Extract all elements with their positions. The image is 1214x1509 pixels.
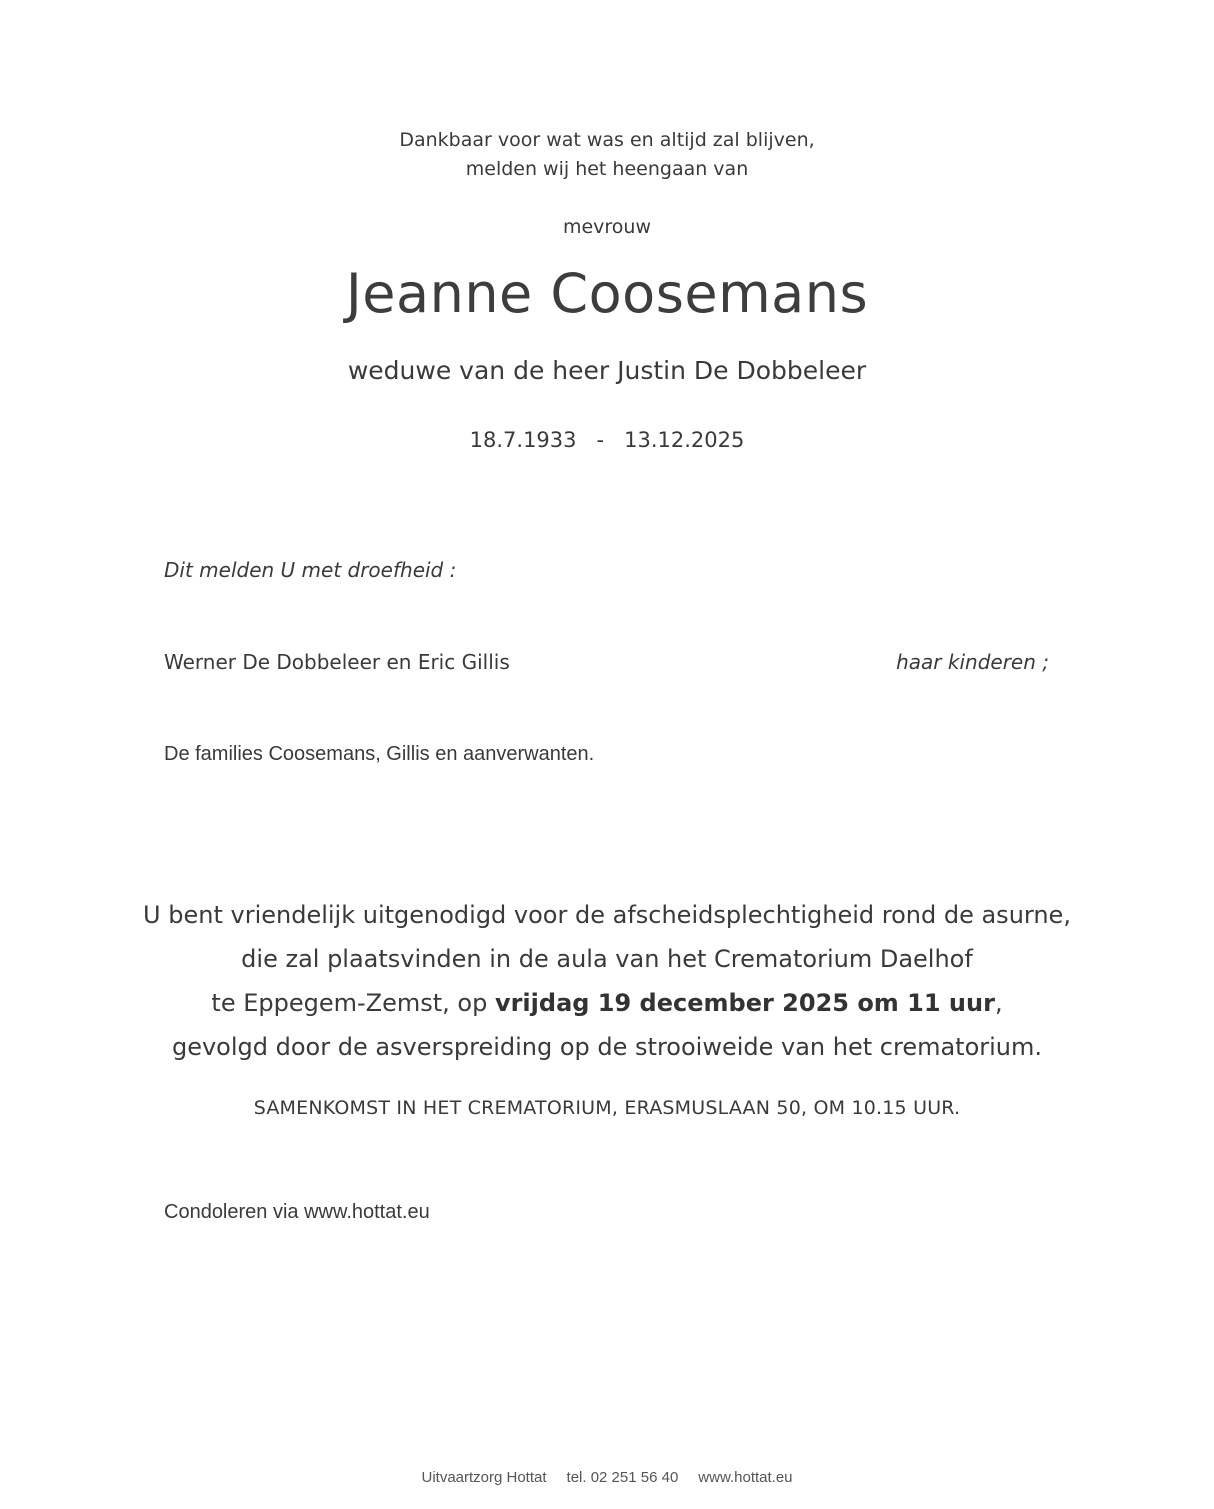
ceremony-line-4: gevolgd door de asverspreiding op de strooiweide van het crematorium.	[171, 1033, 1043, 1061]
footer-phone: tel. 02 251 56 40	[566, 1469, 679, 1486]
footer-company: Uitvaartzorg Hottat	[421, 1469, 547, 1486]
condolences-text: Condoleren via www.hottat.eu	[164, 1201, 430, 1223]
intro-line-1: Dankbaar voor wat was en altijd zal blijven,	[399, 129, 815, 151]
ceremony-datetime: vrijdag 19 december 2025 om 11 uur	[494, 989, 995, 1017]
ceremony-line-3-suffix: ,	[994, 989, 1003, 1017]
deceased-name: Jeanne Coosemans	[345, 262, 869, 325]
deceased-title: mevrouw	[562, 216, 652, 238]
life-dates	[0, 428, 1214, 452]
ceremony-line-3-prefix: te Eppegem-Zemst, op	[211, 989, 495, 1017]
announce-text: Dit melden U met droefheid :	[164, 558, 457, 582]
families-text: De families Coosemans, Gillis en aanverwanten.	[164, 743, 595, 765]
children-names: Werner De Dobbeleer en Eric Gillis	[164, 650, 510, 674]
ceremony-line-2: die zal plaatsvinden in de aula van het Crematorium Daelhof	[241, 945, 973, 973]
intro-line-2: melden wij het heengaan van	[465, 158, 749, 180]
widow-of: weduwe van de heer Justin De Dobbeleer	[347, 356, 867, 385]
birth-date: 18.7.1933	[469, 428, 577, 452]
ceremony-line-1: U bent vriendelijk uitgenodigd voor de afscheidsplechtigheid rond de asurne,	[143, 901, 1071, 929]
ceremony-invitation	[0, 893, 1214, 1069]
date-separator: -	[596, 428, 605, 452]
intro-text	[0, 126, 1214, 184]
death-date: 13.12.2025	[624, 428, 745, 452]
gathering-info: SAMENKOMST IN HET CREMATORIUM, ERASMUSLAAN 50, OM 10.15 UUR.	[253, 1097, 961, 1119]
children-role: haar kinderen ;	[896, 650, 1049, 674]
footer	[0, 1469, 1214, 1486]
footer-website: www.hottat.eu	[698, 1469, 793, 1486]
ceremony-line-3	[0, 981, 1214, 1025]
